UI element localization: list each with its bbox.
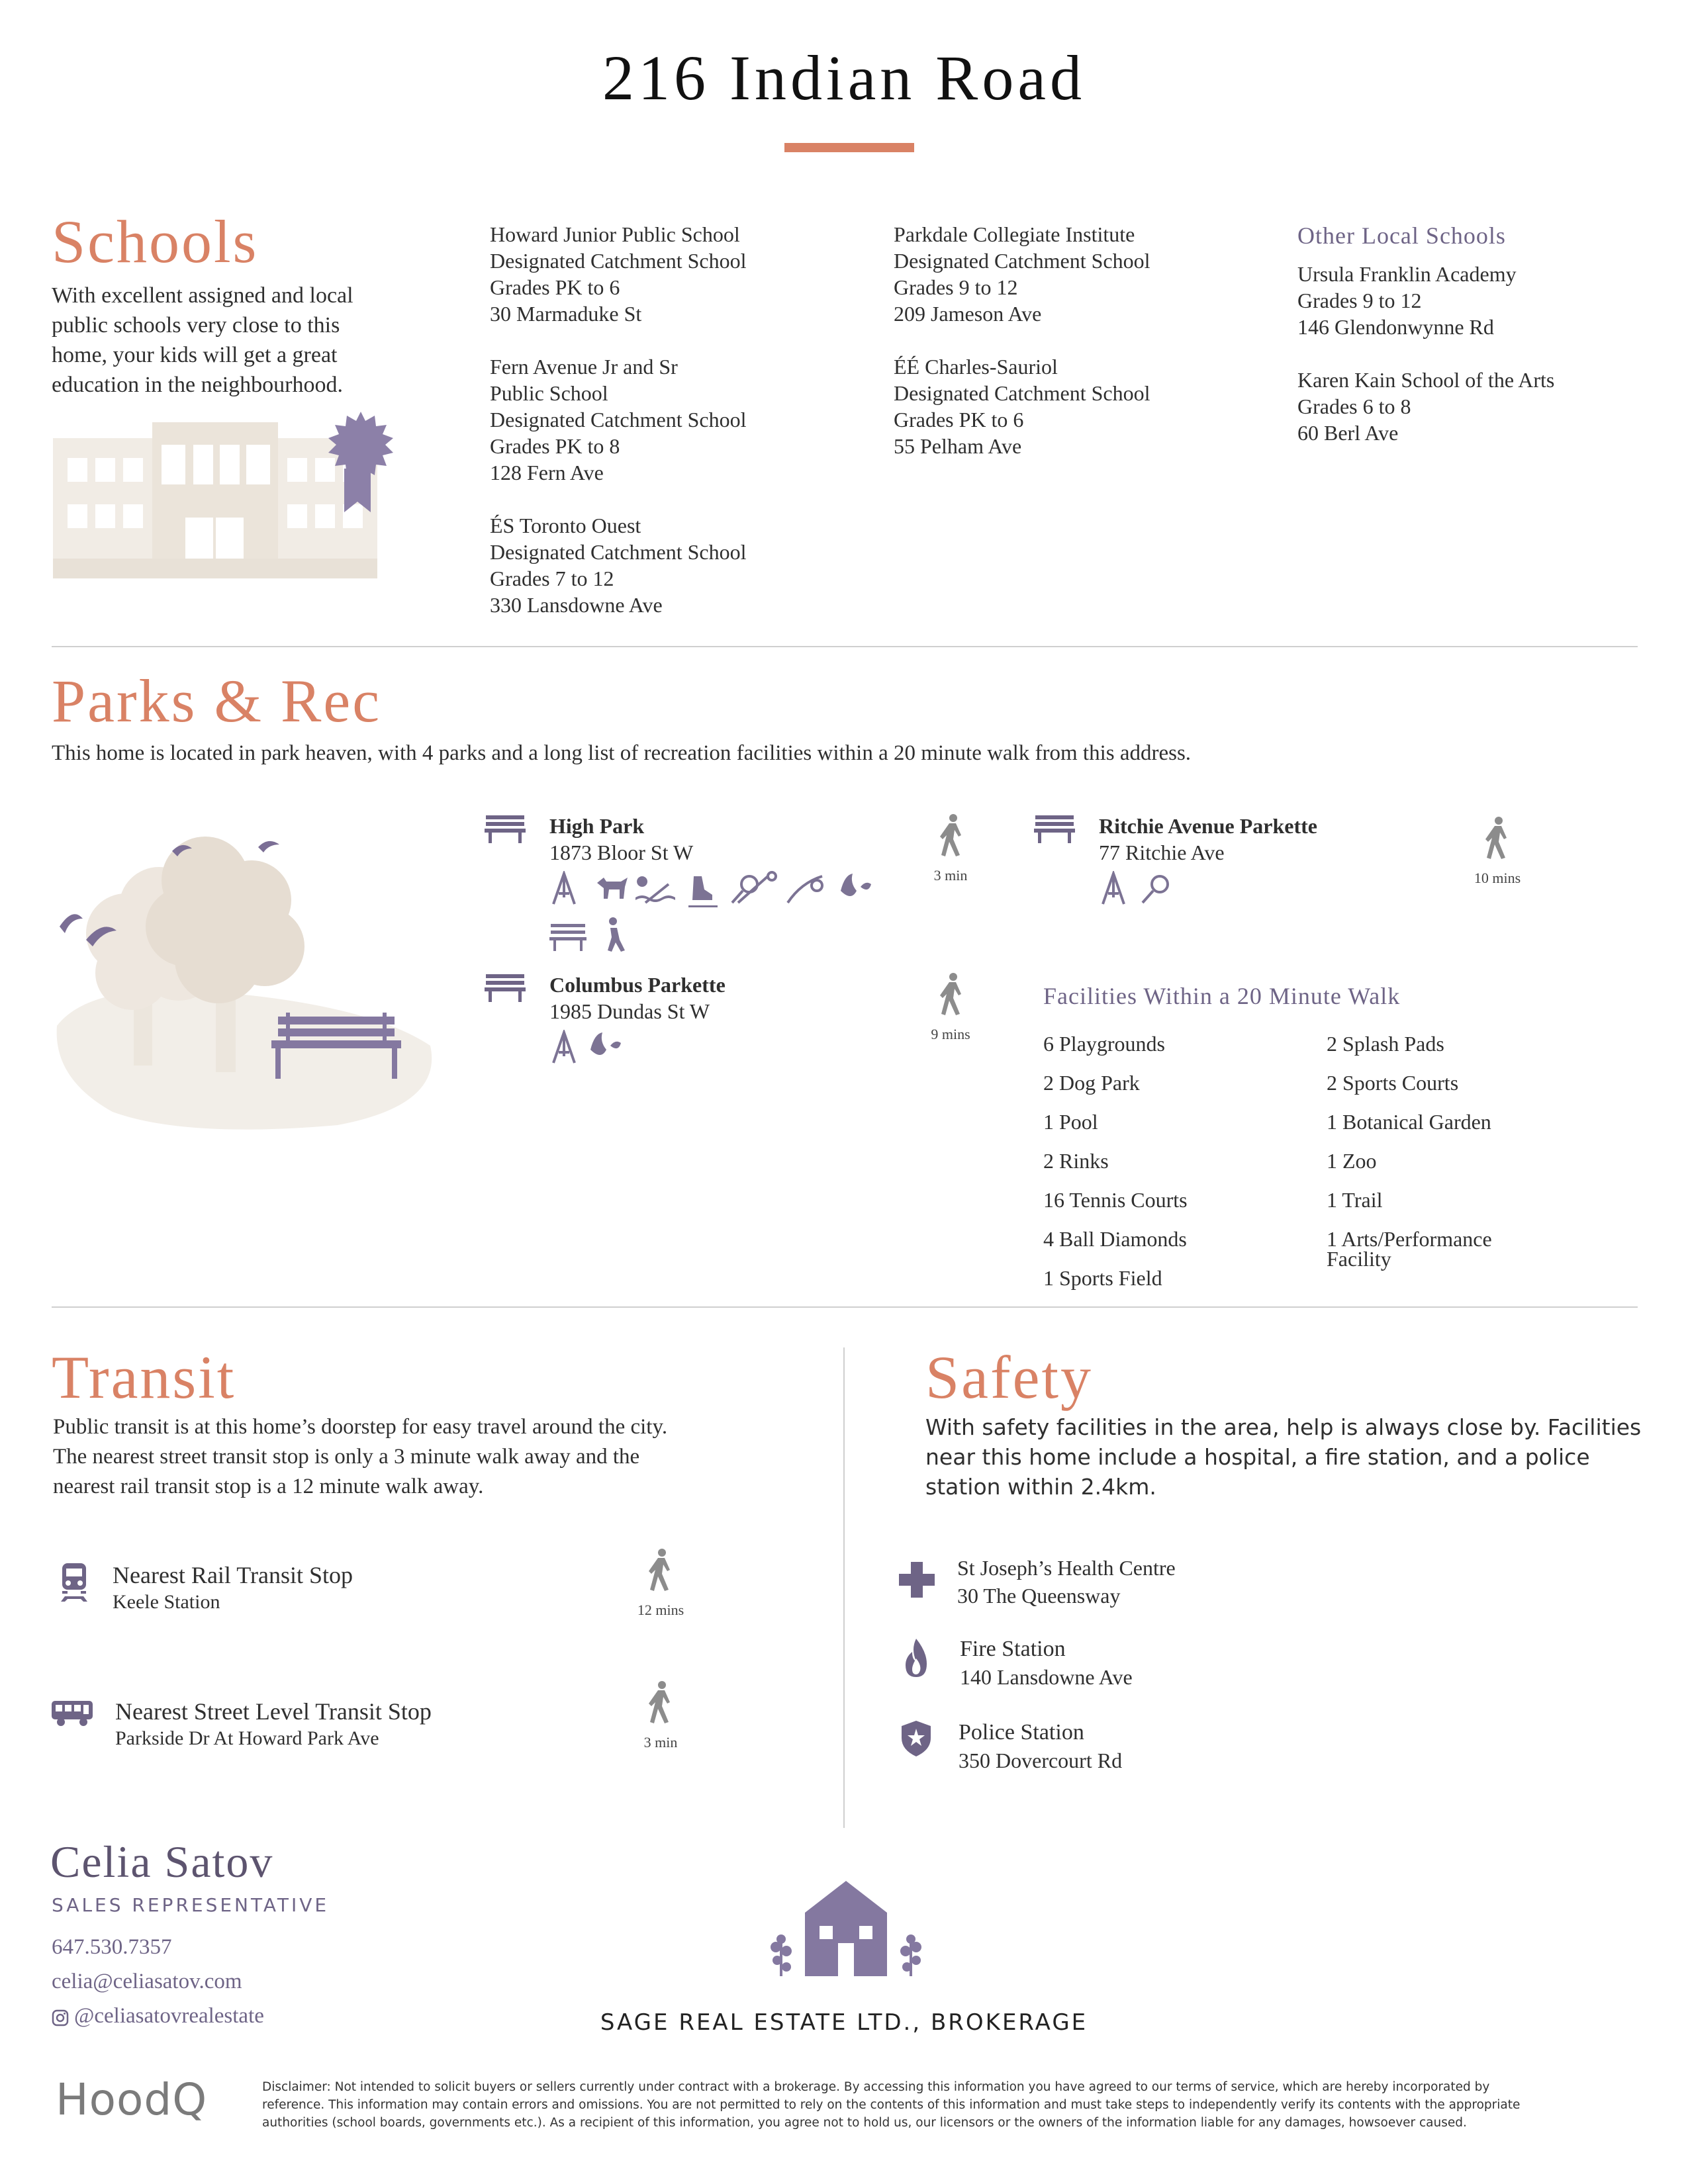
agent-role: SALES REPRESENTATIVE	[52, 1894, 330, 1916]
walk-time: 12 mins	[637, 1602, 684, 1618]
facilities-list-right: 2 Splash Pads 2 Sports Courts 1 Botanical Garden 1 Zoo 1 Trail 1 Arts/Performance Facility	[1327, 1032, 1492, 1271]
walk-icon	[646, 1549, 675, 1591]
brokerage-name: SAGE REAL ESTATE LTD., BROKERAGE	[600, 2009, 1088, 2036]
fire-flame-icon	[903, 1639, 929, 1678]
school-column-1	[490, 221, 746, 618]
bus-icon	[52, 1700, 93, 1726]
agent-email[interactable]: celia@celiasatov.com	[52, 1970, 242, 1993]
school-entry: Parkdale Collegiate Institute Designated Catchment School Grades 9 to 12 209 Jameson Ave	[894, 222, 1150, 326]
train-icon	[60, 1562, 89, 1602]
walk-icon	[937, 973, 966, 1015]
transit-heading: Transit	[52, 1343, 236, 1411]
police-station-entry: Police Station 350 Dovercourt Rd	[959, 1720, 1123, 1772]
bench-icon	[485, 813, 526, 844]
rail-transit-stop: Nearest Rail Transit Stop Keele Station	[113, 1562, 353, 1613]
divider	[52, 646, 1638, 647]
park-entry-columbus: Columbus Parkette 1985 Dundas St W	[549, 973, 726, 1023]
title-underline	[784, 143, 914, 152]
agent-instagram[interactable]: @celiasatovrealestate	[74, 2004, 264, 2028]
hospital-entry: St Joseph’s Health Centre 30 The Queensway	[957, 1556, 1176, 1608]
school-column-2	[894, 221, 1150, 459]
school-entry: Karen Kain School of the Arts Grades 6 to 8 60 Berl Ave	[1297, 368, 1555, 445]
walk-time: 9 mins	[931, 1026, 970, 1042]
facilities-heading: Facilities Within a 20 Minute Walk	[1043, 983, 1401, 1009]
walk-time: 10 mins	[1474, 870, 1521, 886]
school-entry: Ursula Franklin Academy Grades 9 to 12 146 Glendonwynne Rd	[1297, 262, 1517, 339]
section-divider-vertical	[843, 1347, 845, 1828]
school-entry: Howard Junior Public School Designated Catchment School Grades PK to 6 30 Marmaduke St	[490, 222, 747, 326]
park-facility-icons	[1099, 871, 1178, 911]
transit-intro: Public transit is at this home’s doorstep for easy travel around the city. The nearest street transit stop is only a 3 minute walk away and the nearest rail transit stop is a 12 minute walk away.	[53, 1415, 668, 1498]
park-facility-icons	[549, 1030, 629, 1069]
facilities-list-left: 6 Playgrounds 2 Dog Park 1 Pool 2 Rinks 16 Tennis Courts 4 Ball Diamonds 1 Sports Field	[1043, 1032, 1188, 1290]
schools-heading: Schools	[52, 208, 259, 275]
walk-icon	[646, 1681, 675, 1723]
other-schools-heading: Other Local Schools	[1297, 222, 1506, 249]
walk-time: 3 min	[933, 867, 968, 884]
school-entry: ÉÉ Charles-Sauriol Designated Catchment School Grades PK to 6 55 Pelham Ave	[894, 355, 1150, 458]
street-transit-stop: Nearest Street Level Transit Stop Parkside Dr At Howard Park Ave	[115, 1698, 432, 1749]
bench-icon	[485, 972, 526, 1003]
safety-intro: With safety facilities in the area, help is always close by. Facilities near this home include a hospital, a fire station, and a police station within 2.4km.	[925, 1414, 1642, 1500]
page-title: 216 Indian Road	[602, 42, 1086, 113]
walk-icon	[1483, 817, 1512, 859]
brokerage-house-logo	[760, 1880, 932, 1979]
disclaimer: Disclaimer: Not intended to solicit buyers or sellers currently under contract with a brokerage. By accessing this information you have agreed to our terms of service, which are hereby incorporated by reference. This information may contain errors and omissions. You are not permitted to rely on the contents of this information and must take steps to independently verify its contents with the appropriate authorities (school boards, governments etc.). As a recipient of this information, you agree not to hold us, our licensors or the owners of the information liable for any damages, howsoever caused.	[262, 2080, 1521, 2130]
park-entry-ritchie: Ritchie Avenue Parkette 77 Ritchie Ave	[1099, 814, 1317, 864]
fire-station-entry: Fire Station 140 Lansdowne Ave	[960, 1637, 1133, 1689]
walk-time: 3 min	[643, 1734, 678, 1751]
park-entry-high-park: High Park 1873 Bloor St W	[549, 814, 694, 864]
agent-phone[interactable]: 647.530.7357	[52, 1935, 172, 1959]
safety-heading: Safety	[925, 1343, 1094, 1411]
hospital-cross-icon	[899, 1562, 935, 1598]
walk-icon	[937, 814, 966, 856]
police-badge-icon	[902, 1721, 931, 1756]
divider	[52, 1306, 1638, 1308]
hoodq-logo: HoodQ	[56, 2074, 208, 2125]
agent-name: Celia Satov	[50, 1837, 274, 1887]
school-entry: Fern Avenue Jr and Sr Public School Designated Catchment School Grades PK to 8 128 Fern Ave	[490, 355, 747, 484]
schools-intro: With excellent assigned and local public schools very close to this home, your kids will get a great education in the neighbourhood.	[52, 283, 353, 397]
park-facility-icons	[549, 871, 880, 957]
school-column-3	[1297, 221, 1554, 446]
parks-heading: Parks & Rec	[52, 667, 382, 735]
award-ribbon-icon	[324, 409, 397, 515]
bench-icon	[1034, 813, 1075, 844]
park-illustration	[53, 827, 437, 1132]
school-entry: ÉS Toronto Ouest Designated Catchment School Grades 7 to 12 330 Lansdowne Ave	[490, 514, 747, 617]
parks-intro: This home is located in park heaven, with 4 parks and a long list of recreation facilities within a 20 minute walk from this address.	[52, 741, 1192, 765]
